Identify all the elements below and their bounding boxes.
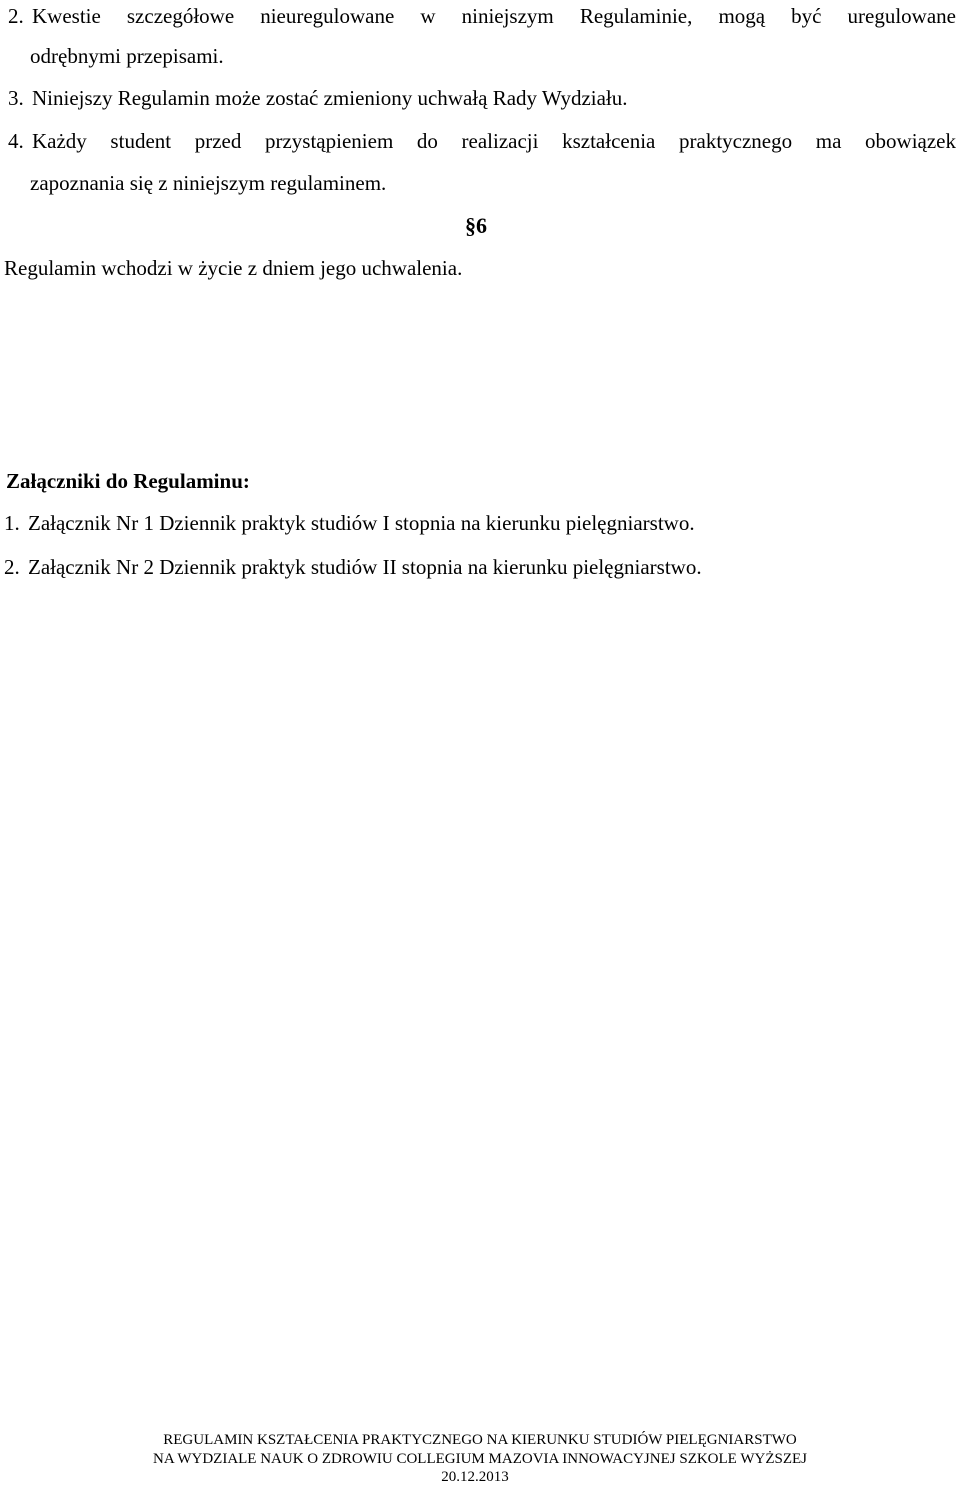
list-item — [8, 86, 628, 110]
footer-date: 20.12.2013 — [441, 1469, 509, 1485]
section-number: 6 — [476, 213, 487, 238]
item-text: Kwestie szczegółowe nieuregulowane w niniejszym Regulaminie, mogą być uregulowane — [32, 4, 956, 28]
item-text: Każdy student przed przystąpieniem do realizacji kształcenia praktycznego ma obowiązek — [32, 129, 956, 153]
attachment-item — [4, 555, 702, 579]
item-number: 4. — [8, 129, 24, 153]
attachment-item — [4, 511, 695, 535]
item-number: 3. — [8, 86, 24, 110]
list-item-continuation: odrębnymi przepisami. — [30, 44, 224, 68]
footer-institution-line: NA WYDZIALE NAUK O ZDROWIU COLLEGIUM MAZOVIA INNOWACYJNEJ SZKOLE WYŻSZEJ — [153, 1451, 807, 1467]
attachment-number: 2. — [4, 555, 20, 579]
list-item-continuation: zapoznania się z niniejszym regulaminem. — [30, 171, 387, 195]
attachment-number: 1. — [4, 511, 20, 535]
attachment-text: Załącznik Nr 1 Dziennik praktyk studiów I stopnia na kierunku pielęgniarstwo. — [28, 511, 695, 535]
item-number: 2. — [8, 4, 24, 28]
list-item — [8, 129, 956, 153]
section-sign-icon: § — [465, 213, 476, 238]
section-heading — [465, 214, 487, 238]
effective-statement: Regulamin wchodzi w życie z dniem jego uchwalenia. — [4, 256, 463, 280]
list-item — [8, 4, 956, 28]
item-text: Niniejszy Regulamin może zostać zmieniony uchwałą Rady Wydziału. — [32, 86, 628, 110]
attachments-heading: Załączniki do Regulaminu: — [6, 469, 250, 493]
attachment-text: Załącznik Nr 2 Dziennik praktyk studiów II stopnia na kierunku pielęgniarstwo. — [28, 555, 702, 579]
footer-title-line: REGULAMIN KSZTAŁCENIA PRAKTYCZNEGO NA KIERUNKU STUDIÓW PIELĘGNIARSTWO — [163, 1432, 797, 1448]
